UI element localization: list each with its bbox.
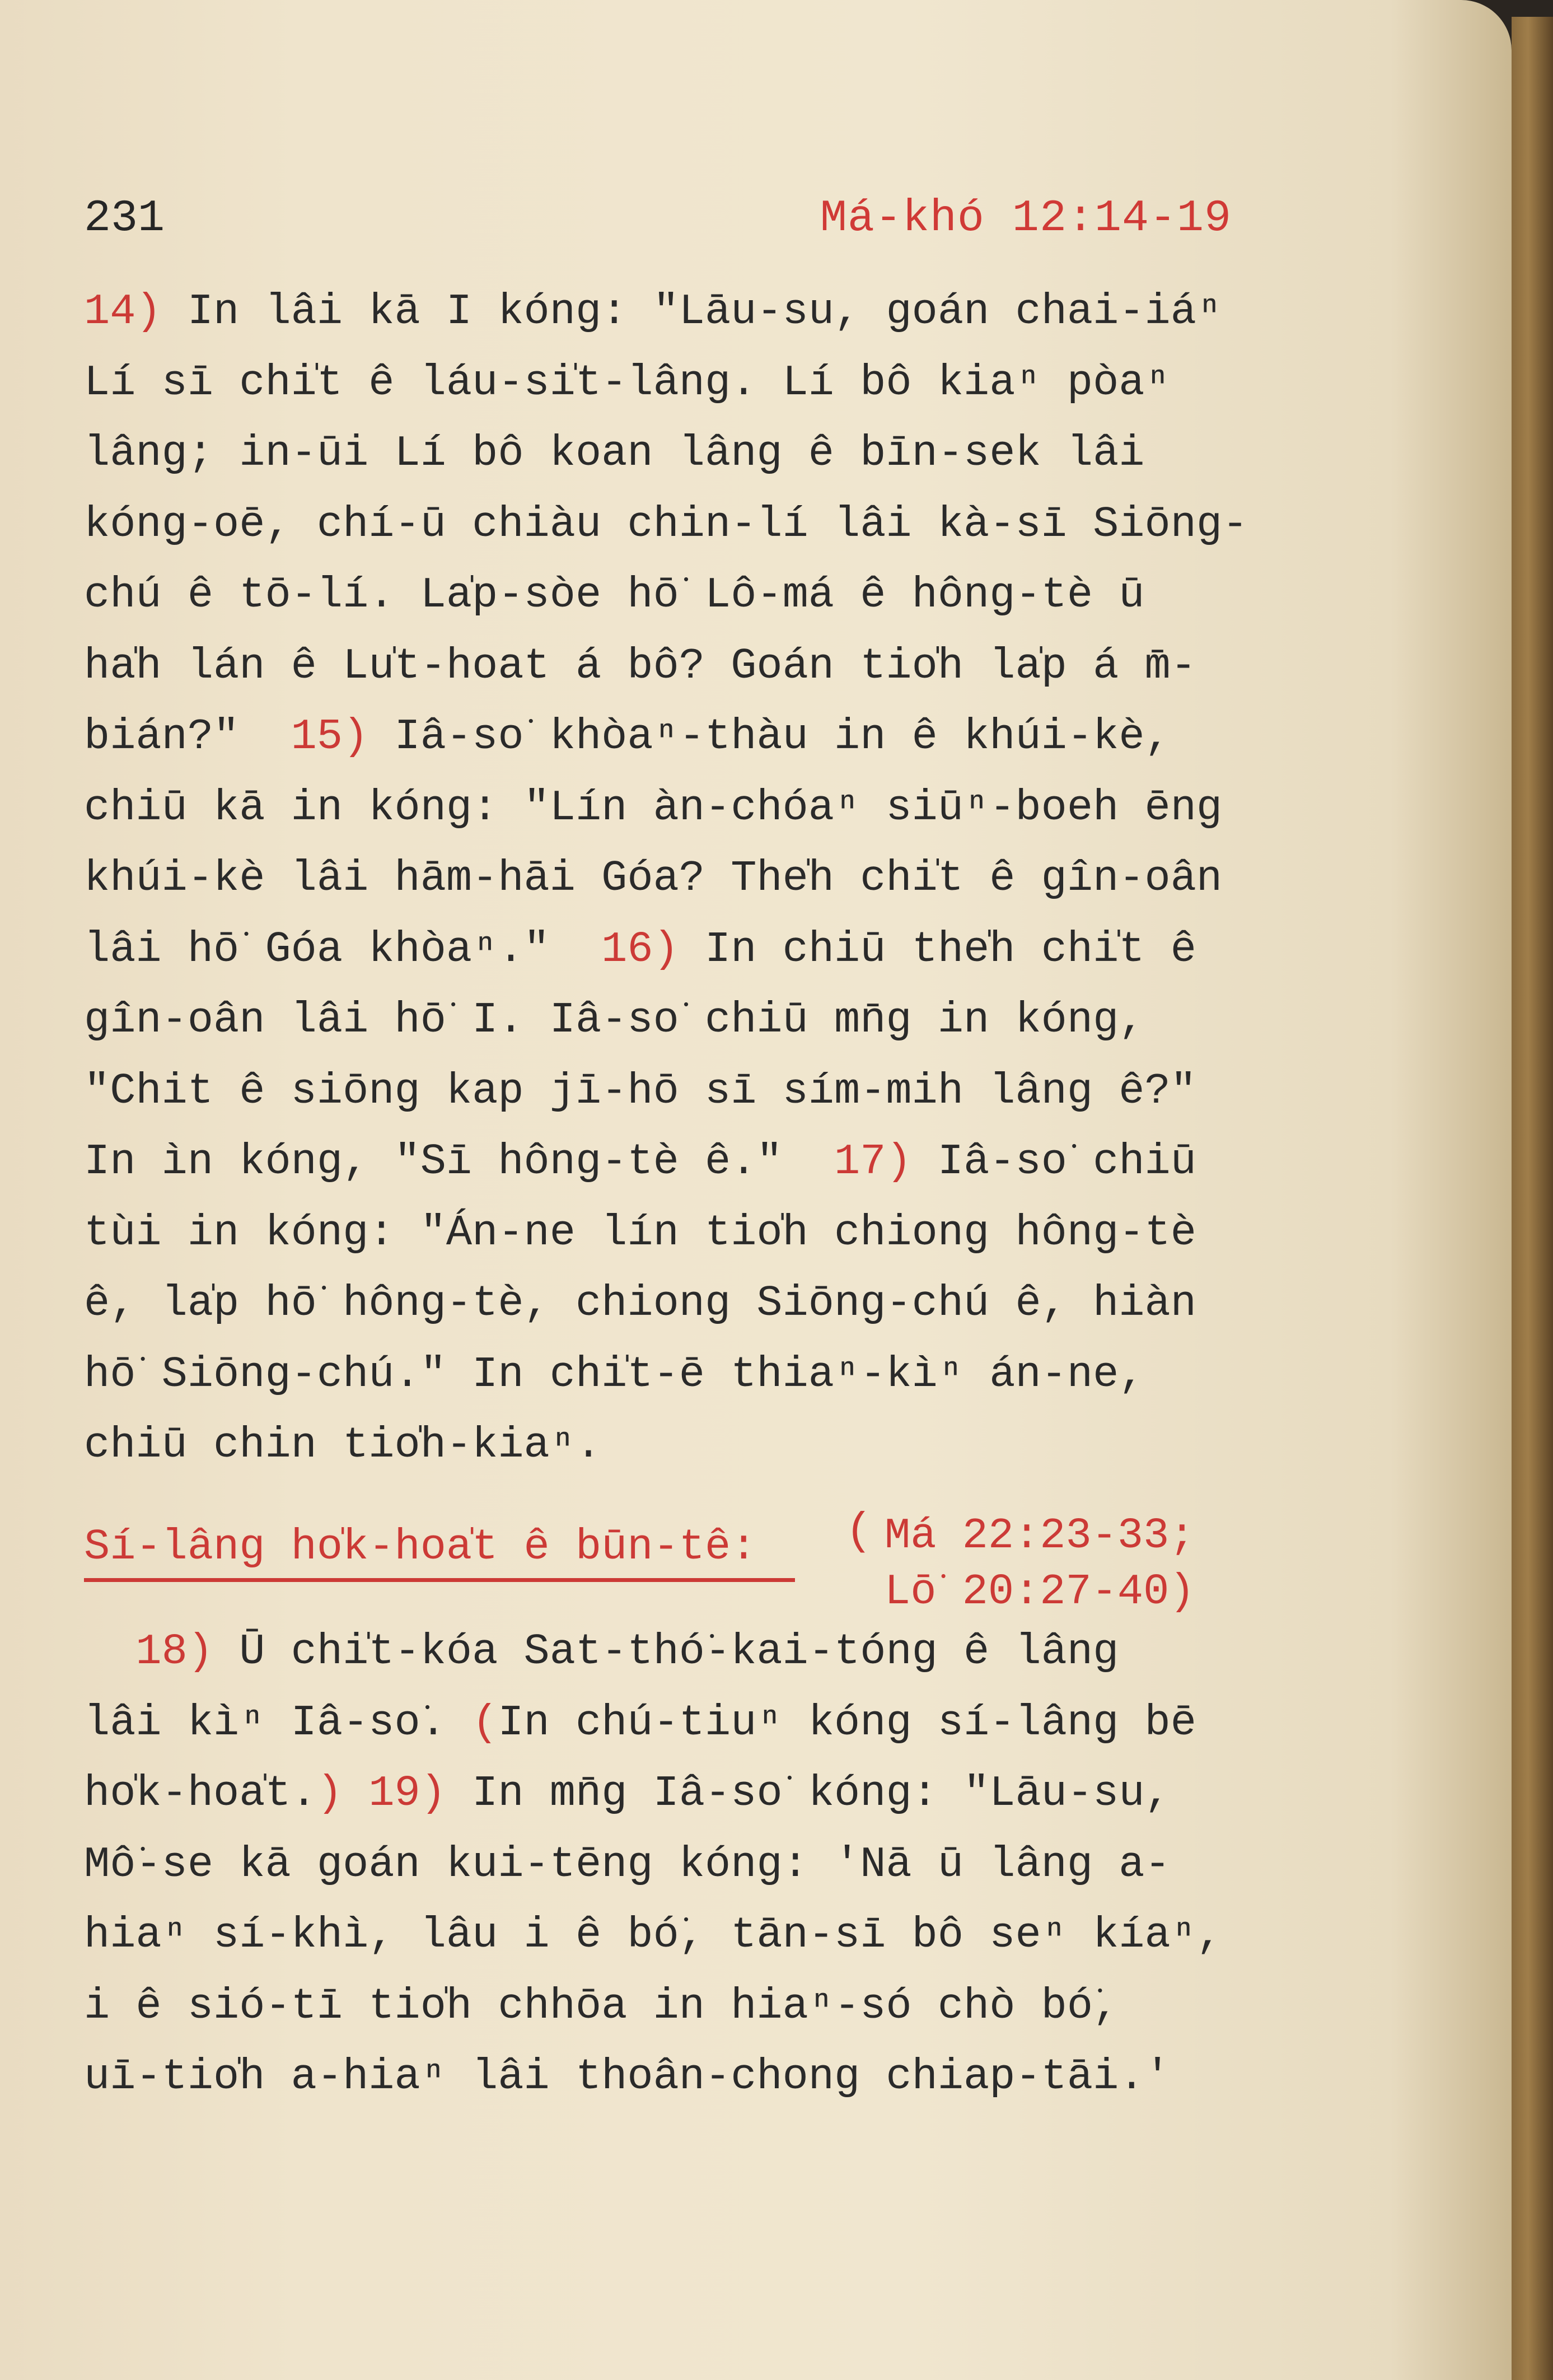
text-segment: hiaⁿ sí-khì, lâu i ê bó͘, tān-sī bô seⁿ kíaⁿ, [84,1911,1223,1960]
text-line [84,561,1372,632]
text-segment: lâng; in-ūi Lí bô koan lâng ê bīn-sek lâi [84,430,1145,478]
text-segment: Mô͘-se kā goán kui-tēng kóng: 'Nā ū lâng a- [84,1840,1171,1889]
text-line [84,1411,1372,1482]
text-line [84,2042,1372,2113]
text-segment: chiū chin tio̍h-kiaⁿ. [84,1421,602,1470]
book-page-edge [1512,17,1553,2380]
text-segment: ê, la̍p hō͘ hông-tè, chiong Siōng-chú ê, hiàn [84,1280,1196,1328]
cross-reference-1: Má 22:23-33; [885,1512,1195,1561]
text-segment: Lí sī chi̍t ê láu-si̍t-lâng. Lí bô kiaⁿ pòaⁿ [84,358,1171,408]
page-number: 231 [84,193,165,244]
page-header [84,193,1232,255]
text-segment: ha̍h lán ê Lu̍t-hoat á bô? Goán tio̍h la̍p á m̄- [84,642,1196,691]
text-segment: In ìn kóng, "Sī hông-tè ê." [84,1138,835,1187]
verse-number: ( [472,1698,498,1748]
text-line [84,702,1372,773]
text-line [84,1269,1372,1340]
verse-number: 14) [84,288,188,337]
section-heading-block [84,1506,1372,1624]
text-segment: In mn̄g Iâ-so͘ kóng: "Lāu-su, [472,1770,1171,1818]
text-line [84,1972,1372,2043]
text-line [84,1901,1372,1972]
text-segment: Iâ-so͘ khòaⁿ-thàu in ê khúi-kè, [394,713,1171,762]
verse-number: 19) [368,1770,473,1818]
text-segment: Iâ-so͘ chiū [937,1138,1196,1187]
text-line [84,986,1372,1057]
passage-verses-14-17 [84,277,1372,1482]
text-line [84,1759,1372,1830]
text-segment: In lâi kā I kóng: "Lāu-su, goán chai-iáⁿ [187,288,1223,337]
text-segment: lâi kìⁿ Iâ-so͘. [84,1698,473,1748]
text-segment: In chú-tiuⁿ kóng sí-lâng bē [498,1698,1196,1748]
verse-number: 17) [834,1138,938,1187]
text-segment: chiū kā in kóng: "Lín àn-chóaⁿ siūⁿ-boeh ēng [84,783,1223,833]
text-segment: lâi hō͘ Góa khòaⁿ." [84,925,602,974]
text-line [84,419,1372,490]
text-segment: kóng-oē, chí-ū chiàu chin-lí lâi kà-sī Siōng- [84,500,1248,549]
text-line [84,632,1372,703]
text-segment: chú ê tō-lí. La̍p-sòe hō͘ Lô-má ê hông-tè ū [84,571,1145,620]
verse-number: ) [316,1770,343,1818]
text-segment: i ê sió-tī tio̍h chhōa in hiaⁿ-só chò bó͘, [84,1982,1119,2031]
verse-number: 16) [601,925,705,974]
text-segment: uī-tio̍h a-hiaⁿ lâi thoân-chong chiap-tāi.' [84,2053,1171,2102]
text-line [84,773,1372,844]
cross-reference-paren: ( [845,1506,873,1557]
text-line [84,844,1372,915]
text-segment: Ū chi̍t-kóa Sat-thó͘-kai-tóng ê lâng [239,1628,1119,1677]
running-head: Má-khó 12:14-19 [820,193,1232,244]
text-line [84,277,1372,348]
text-line [84,490,1372,561]
text-line [84,1198,1372,1270]
text-segment: ho̍k-hoa̍t. [84,1770,317,1818]
text-segment: tùi in kóng: "Án-ne lín tio̍h chiong hông-tè [84,1208,1196,1258]
text-segment [343,1770,368,1818]
text-line [84,1830,1372,1901]
verse-number: 18) [84,1628,240,1677]
text-segment: In chiū the̍h chi̍t ê [705,925,1196,974]
text-line [84,1688,1372,1760]
passage-verses-18-19 [84,1617,1372,2113]
heading-underline [84,1578,795,1582]
cross-reference-2: Lō͘ 20:27-40) [885,1568,1195,1617]
text-line [84,1340,1372,1411]
text-line [84,1127,1372,1198]
text-line [84,1617,1372,1688]
text-line [84,915,1372,986]
text-segment: gîn-oân lâi hō͘ I. Iâ-so͘ chiū mn̄g in kóng, [84,996,1145,1045]
text-segment: bián?" [84,713,291,762]
text-line [84,348,1372,419]
section-heading: Sí-lâng ho̍k-hoa̍t ê būn-tê: [84,1523,757,1572]
verse-number: 15) [291,713,395,762]
text-segment: hō͘ Siōng-chú." In chi̍t-ē thiaⁿ-kìⁿ án-ne, [84,1350,1145,1399]
text-line [84,1057,1372,1128]
text-segment: "Chit ê siōng kap jī-hō sī sím-mih lâng ê?" [84,1067,1196,1116]
text-segment: khúi-kè lâi hām-hāi Góa? The̍h chi̍t ê gîn-oân [84,855,1223,903]
